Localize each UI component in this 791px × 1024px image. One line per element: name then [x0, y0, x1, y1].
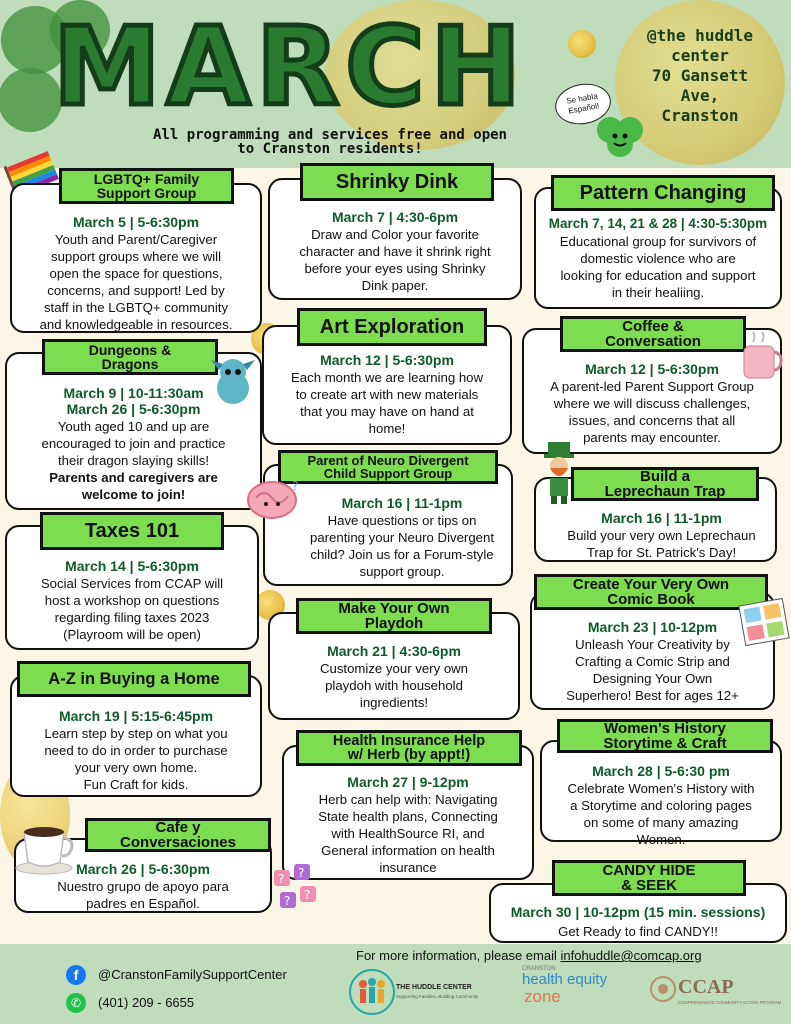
event-description: Have questions or tips on parenting your Neuro Divergent child? Join us for a Forum-style support group.	[310, 513, 494, 579]
event-title-buying-home: A-Z in Buying a Home	[17, 661, 251, 697]
event-title-leprechaun-trap: Build a Leprechaun Trap	[571, 467, 759, 501]
event-title-candy-hide-seek: CANDY HIDE & SEEK	[552, 860, 746, 896]
svg-text:?: ?	[278, 872, 285, 886]
event-description: Youth aged 10 and up are encouraged to join and practice their dragon slaying skills! Parents and caregivers are welcome to join!	[41, 419, 226, 502]
ccap-logo	[650, 976, 786, 1018]
event-title-lgbtq: LGBTQ+ Family Support Group	[59, 168, 234, 204]
svg-text:?: ?	[292, 479, 299, 493]
event-description: Youth and Parent/Caregiver support groups where we will open the space for questions, concerns, and support! Led by staff in the LGBTQ+ community and knowledgeable in resources.	[39, 232, 233, 332]
event-title-pattern-changing: Pattern Changing	[551, 175, 775, 211]
event-date: March 7 | 4:30-6pm	[331, 209, 459, 225]
event-title-neuro-divergent: Parent of Neuro Divergent Child Support Group	[278, 450, 498, 484]
facebook-handle[interactable]: @CranstonFamilySupportCenter	[98, 967, 287, 982]
event-date: March 26 | 5-6:30pm	[66, 401, 201, 417]
event-description: Unleash Your Creativity by Crafting a Comic Strip and Designing Your Own Superhero! Best for ages 12+	[566, 637, 739, 703]
page-subtitle: All programming and services free and open to Cranston residents!	[152, 127, 507, 157]
ccap-subtitle: COMPREHENSIVE COMMUNITY ACTION PROGRAM	[678, 1000, 782, 1005]
page-title: MARCH	[53, 5, 527, 130]
hez-top: CRANSTON	[522, 966, 556, 972]
event-title-health-insurance: Health Insurance Help w/ Herb (by appt!)	[296, 730, 522, 766]
comic-book-icon	[738, 596, 791, 648]
spanish-speech-bubble: Se habla Español!	[552, 79, 614, 128]
health-equity-zone-logo	[522, 966, 622, 1018]
location-address: @the huddle center 70 Gansett Ave, Cranston	[647, 26, 753, 125]
event-title-playdoh: Make Your Own Playdoh	[296, 598, 492, 634]
event-date: March 23 | 10-12pm	[587, 619, 718, 635]
event-date: March 12 | 5-6:30pm	[585, 361, 719, 377]
event-date: March 7, 14, 21 & 28 | 4:30-5:30pm	[548, 216, 768, 231]
event-date: March 21 | 4:30-6pm	[327, 643, 461, 659]
event-date: March 26 | 5-6:30pm	[76, 861, 210, 877]
event-date: March 19 | 5:15-6:45pm	[58, 708, 214, 724]
event-description: Get Ready to find CANDY!!	[558, 924, 718, 939]
coffee-cup-icon	[12, 818, 82, 878]
email-link[interactable]: infohuddle@comcap.org	[560, 948, 702, 963]
event-date: March 14 | 5-6:30pm	[65, 558, 199, 574]
huddle-logo-tagline: Supporting Families, Building Community	[396, 994, 479, 999]
huddle-logo-title: THE HUDDLE CENTER	[396, 984, 472, 991]
event-description: Celebrate Women's History with a Storytime and coloring pages on some of many amazing Women.	[567, 781, 755, 847]
svg-text:?: ?	[298, 866, 305, 880]
ccap-title: CCAP	[678, 976, 734, 998]
phone-icon: ✆	[66, 993, 86, 1013]
event-date: March 9 | 10-11:30am	[63, 385, 204, 401]
mug-icon	[740, 332, 786, 382]
footer-info-text: For more information, please email infohuddle@comcap.org	[356, 948, 702, 963]
event-description: Each month we are learning how to create art with new materials that you may have on hand at home!	[290, 370, 484, 436]
event-card-womens-history	[540, 740, 782, 847]
event-title-taxes: Taxes 101	[40, 512, 224, 550]
event-description: A parent-led Parent Support Group where we will discuss challenges, issues, and concerns that all parents may encounter.	[550, 379, 754, 445]
event-card-lgbtq	[10, 183, 262, 333]
facebook-icon: f	[66, 965, 86, 985]
brain-icon	[244, 478, 306, 528]
dragon-icon	[205, 352, 261, 410]
family-icon	[348, 966, 396, 1018]
event-description: Build your very own Leprechaun Trap for St. Patrick's Day!	[567, 528, 756, 560]
event-title-coffee-conversation: Coffee & Conversation	[560, 316, 746, 352]
question-marks-icon	[272, 862, 322, 916]
svg-text:?: ?	[304, 888, 311, 902]
event-title-art-exploration: Art Exploration	[297, 308, 487, 346]
event-date: March 28 | 5-6:30 pm	[592, 763, 730, 779]
leprechaun-icon	[542, 440, 576, 506]
event-title-comic-book: Create Your Very Own Comic Book	[534, 574, 768, 610]
event-title-womens-history: Women's History Storytime & Craft	[557, 719, 773, 753]
event-date: March 30 | 10-12pm (15 min. sessions)	[510, 904, 766, 920]
event-date: March 16 | 11-1pm	[341, 495, 463, 511]
event-title-dungeons-dragons: Dungeons & Dragons	[42, 339, 218, 375]
event-description: Customize your very own playdoh with household ingredients!	[319, 661, 469, 710]
event-description: Social Services from CCAP will host a workshop on questions regarding filing taxes 2023 (Playroom will be open)	[40, 576, 224, 642]
event-date: March 12 | 5-6:30pm	[320, 352, 454, 368]
svg-text:?: ?	[284, 894, 291, 908]
hez-main: health equity	[522, 971, 608, 988]
shamrock-mascot-icon	[592, 108, 648, 166]
gold-coin-icon	[568, 30, 596, 58]
event-title-cafe-conversaciones: Cafe y Conversaciones	[85, 818, 271, 852]
event-description: Nuestro grupo de apoyo para padres en Español.	[57, 879, 229, 911]
event-date: March 5 | 5-6:30pm	[72, 214, 200, 230]
event-description: Learn step by step on what you need to do in order to purchase your very own home. Fun Craft for kids.	[44, 726, 228, 792]
event-date: March 27 | 9-12pm	[347, 774, 469, 790]
phone-number[interactable]: (401) 209 - 6655	[98, 995, 195, 1010]
event-date: March 16 | 11-1pm	[601, 510, 722, 526]
huddle-center-logo	[348, 966, 478, 1018]
ccap-emblem-icon	[650, 976, 676, 1002]
event-description: Herb can help with: Navigating State health plans, Connecting with HealthSource RI, and General information on health insurance	[318, 792, 498, 875]
event-description: Draw and Color your favorite character and have it shrink right before your eyes using Shrinky Dink paper.	[299, 227, 491, 293]
event-title-shrinky-dink: Shrinky Dink	[300, 163, 494, 201]
event-description: Educational group for survivors of domestic violence who are looking for education and support in their healiing.	[559, 234, 757, 300]
hez-zone: zone	[524, 987, 561, 1006]
